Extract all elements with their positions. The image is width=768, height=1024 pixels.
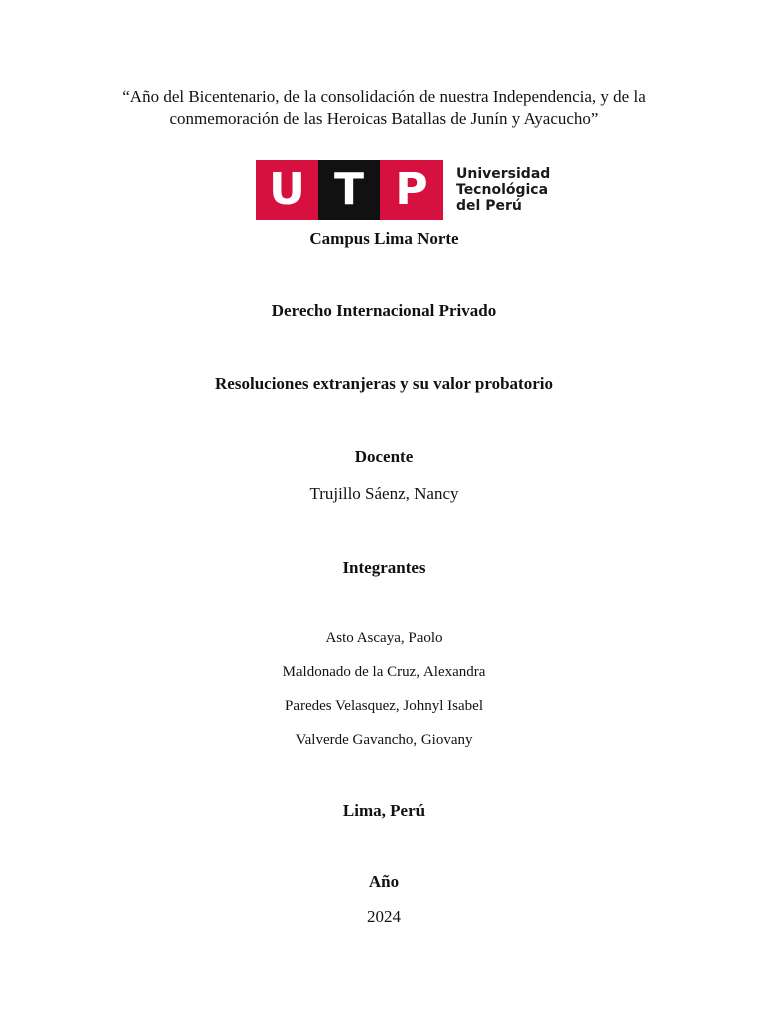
- logo-letter-u: U: [269, 164, 305, 215]
- logo-name-line-3: del Perú: [456, 198, 522, 214]
- utp-logo: [256, 160, 551, 220]
- teacher-name: Trujillo Sáenz, Nancy: [309, 484, 459, 503]
- year-label: Año: [368, 872, 400, 891]
- course-name: Derecho Internacional Privado: [271, 301, 497, 320]
- campus-name: Campus Lima Norte: [309, 229, 459, 248]
- logo-letter-t: T: [333, 164, 364, 215]
- logo-name-line-1: Universidad: [456, 166, 551, 182]
- year-value: 2024: [367, 907, 401, 926]
- member-name: Maldonado de la Cruz, Alexandra: [282, 664, 486, 680]
- logo-university-name: [456, 166, 550, 214]
- logo-name-line-2: Tecnológica: [456, 182, 549, 198]
- document-title: Resoluciones extranjeras y su valor probatorio: [215, 374, 553, 393]
- member-name: Asto Ascaya, Paolo: [325, 630, 443, 646]
- member-name: Paredes Velasquez, Johnyl Isabel: [284, 698, 483, 714]
- members-label: Integrantes: [342, 558, 426, 577]
- teacher-label: Docente: [354, 447, 414, 466]
- logo-letter-p: P: [395, 164, 428, 215]
- institutional-motto: [0, 86, 768, 130]
- location: Lima, Perú: [342, 801, 426, 820]
- member-name: Valverde Gavancho, Giovany: [295, 732, 473, 748]
- motto-line-2: conmemoración de las Heroicas Batallas de Junín y Ayacucho”: [169, 109, 599, 128]
- motto-line-1: “Año del Bicentenario, de la consolidación de nuestra Independencia, y de la: [122, 87, 646, 106]
